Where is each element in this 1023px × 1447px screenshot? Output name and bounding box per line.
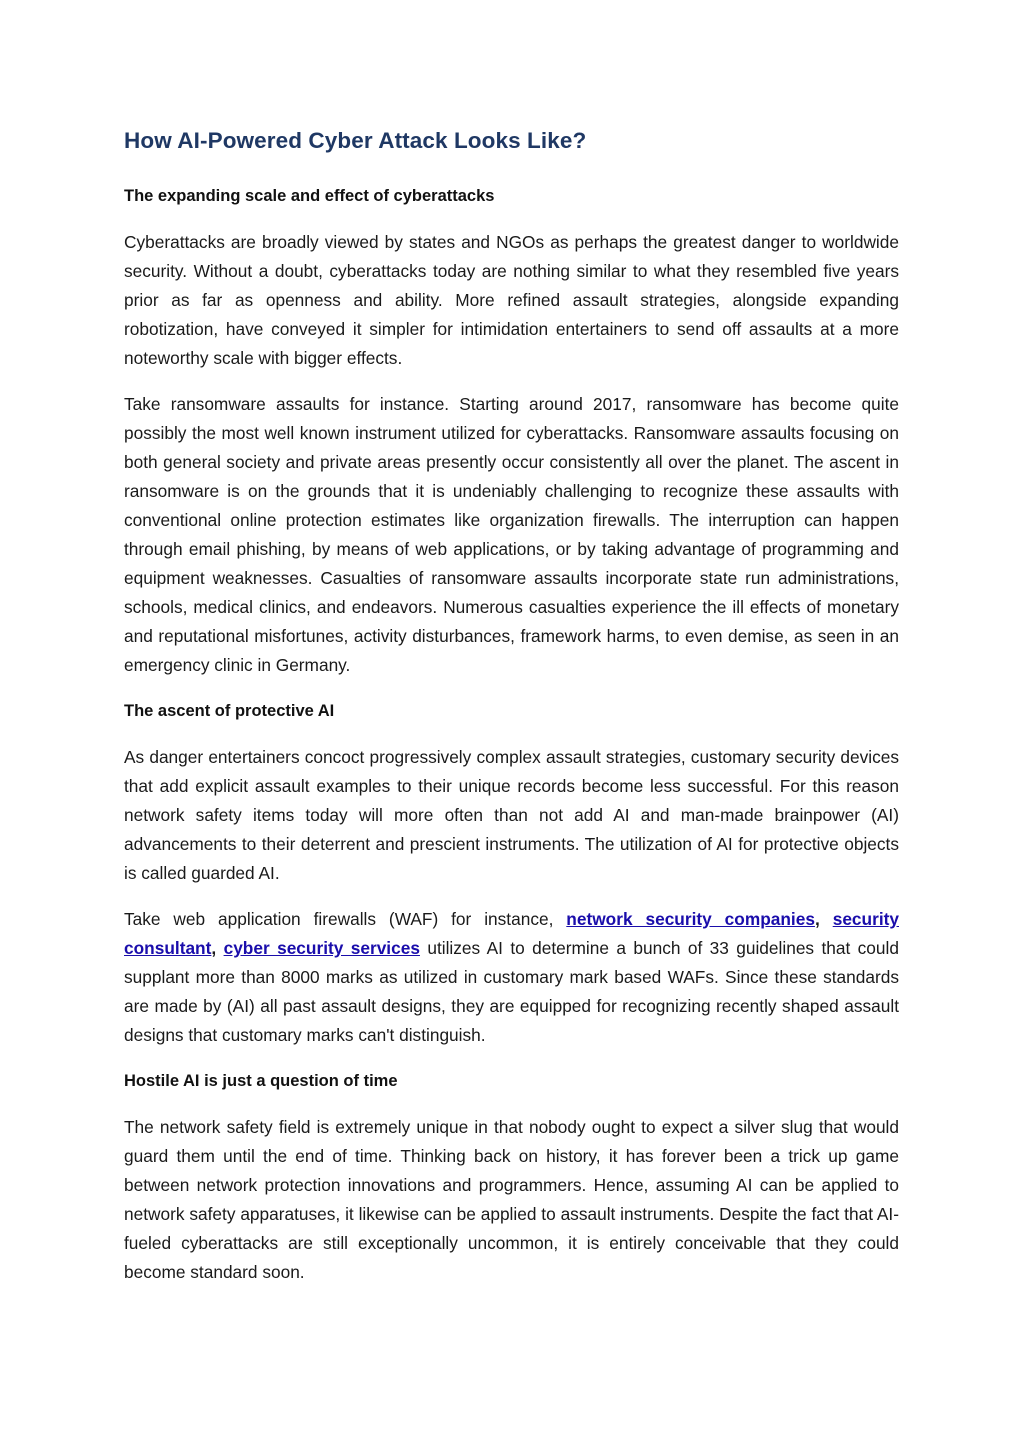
link-separator: , [814,909,820,929]
section-heading-hostile-ai: Hostile AI is just a question of time [124,1072,398,1090]
link-cyber-security-services[interactable]: cyber security services [223,938,420,958]
paragraph-waf [124,905,899,1050]
paragraph-protective-ai: As danger entertainers concoct progressively complex assault strategies, customary security devices that add explicit assault examples to their unique records become less successful. For this reason network safety items today will more often than not add AI and man-made brainpower (AI) advancements to their deterrent and prescient instruments. The utilization of AI for protective objects is called guarded AI. [124,747,899,883]
waf-text-suffix: utilizes AI to determine a bunch of 33 guidelines that could supplant more than 8000 marks as utilized in customary mark based WAFs. Since these standards are made by (AI) all past assault designs, they are equipped for recognizing recently shaped assault designs that customary marks can't distinguish. [124,938,899,1045]
paragraph-ransomware: Take ransomware assaults for instance. Starting around 2017, ransomware has become quite possibly the most well known instrument utilized for cyberattacks. Ransomware assaults focusing on both general society and private areas presently occur consistently all over the planet. The ascent in ransomware is on the grounds that it is undeniably challenging to recognize these assaults with conventional online protection estimates like organization firewalls. The interruption can happen through email phishing, by means of web applications, or by taking advantage of programming and equipment weaknesses. Casualties of ransomware assaults incorporate state run administrations, schools, medical clinics, and endeavors. Numerous casualties experience the ill effects of monetary and reputational misfortunes, activity disturbances, framework harms, to even demise, as seen in an emergency clinic in Germany. [124,394,899,675]
waf-text-prefix: Take web application firewalls (WAF) for instance, [124,909,567,929]
link-security-consultant[interactable]: security consultant [124,909,899,958]
paragraph-hostile-ai: The network safety field is extremely unique in that nobody ought to expect a silver slug that would guard them until the end of time. Thinking back on history, it has forever been a trick up game between network protection innovations and programmers. Hence, assuming AI can be applied to network safety apparatuses, it likewise can be applied to assault instruments. Despite the fact that AI-fueled cyberattacks are still exceptionally uncommon, it is entirely conceivable that they could become standard soon. [124,1117,899,1282]
document-page [124,122,899,1287]
paragraph-scale-intro: Cyberattacks are broadly viewed by states and NGOs as perhaps the greatest danger to worldwide security. Without a doubt, cyberattacks today are nothing similar to what they resembled five years prior as far as openness and ability. More refined assault strategies, alongside expanding robotization, have conveyed it simpler for intimidation entertainers to send off assaults at a more noteworthy scale with bigger effects. [124,232,899,368]
link-network-security-companies[interactable]: network security companies [566,909,815,929]
link-separator: , [211,938,217,958]
section-heading-scale: The expanding scale and effect of cyberattacks [124,187,495,205]
section-heading-protective-ai: The ascent of protective AI [124,702,335,720]
document-title: How AI-Powered Cyber Attack Looks Like? [124,128,587,153]
